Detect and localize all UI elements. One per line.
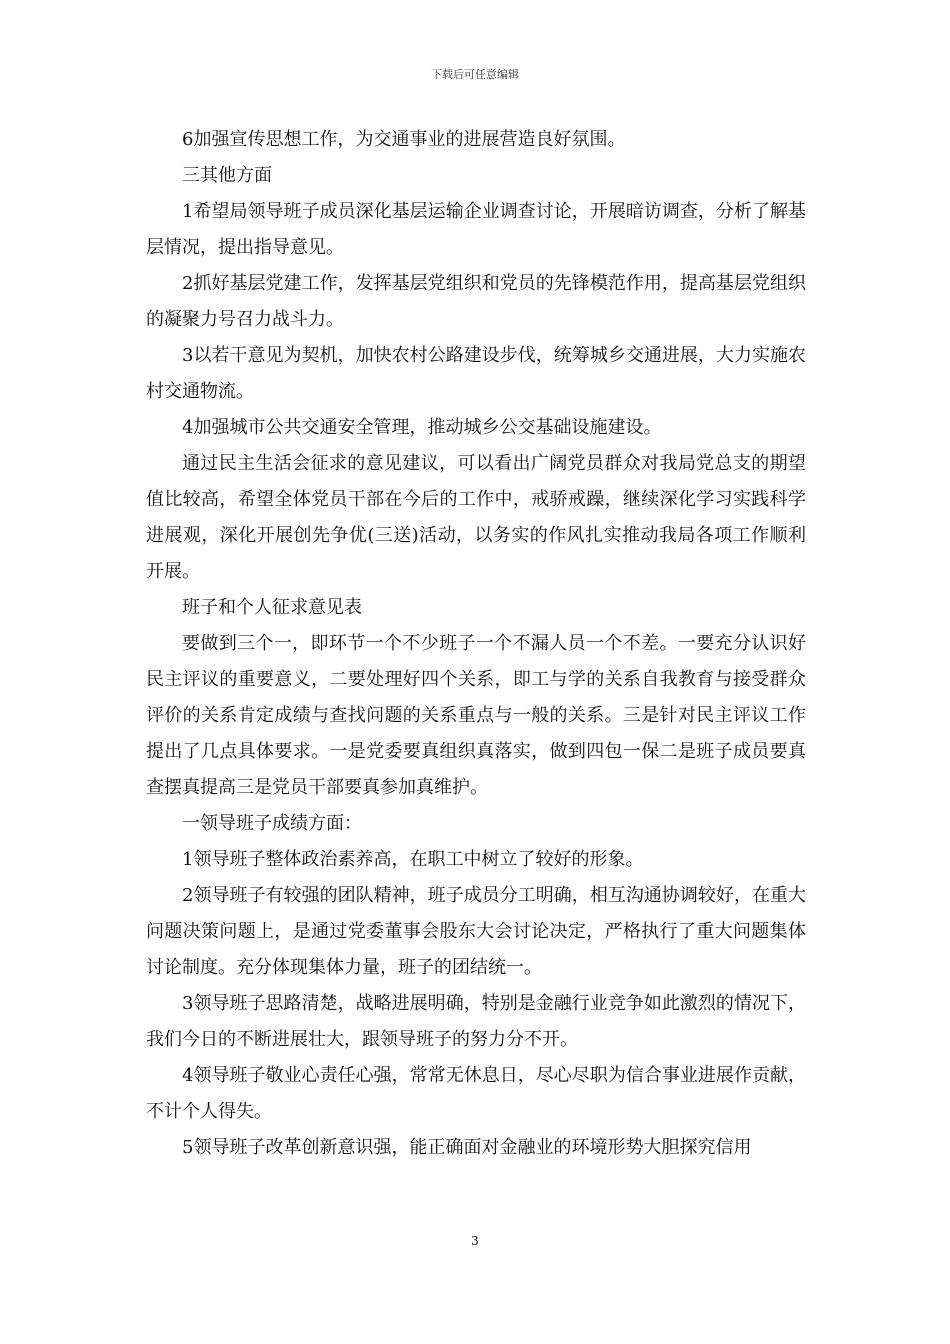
paragraph: 1领导班子整体政治素养高，在职工中树立了较好的形象。 — [182, 849, 644, 870]
section-heading: 一领导班子成绩方面： — [182, 813, 362, 834]
paragraph: 4领导班子敬业心责任心强，常常无休息日，尽心尽职为信合事业进展作贡献，不计个人得失。 — [146, 1065, 806, 1122]
section-heading: 三其他方面 — [182, 165, 272, 186]
page-number: 3 — [471, 1234, 479, 1248]
paragraph: 4加强城市公共交通安全管理，推动城乡公交基础设施建设。 — [182, 417, 662, 438]
paragraph: 通过民主生活会征求的意见建议，可以看出广阔党员群众对我局党总支的期望值比较高，希望全体党员干部在今后的工作中，戒骄戒躁，继续深化学习实践科学进展观，深化开展创先争优(三送)活动，以务实的作风扎实推动我局各项工作顺利开展。 — [146, 453, 806, 582]
paragraph: 1希望局领导班子成员深化基层运输企业调查讨论，开展暗访调查，分析了解基层情况，提出指导意见。 — [146, 201, 806, 258]
paragraph: 要做到三个一，即环节一个不少班子一个不漏人员一个不差。一要充分认识好民主评议的重要意义，二要处理好四个关系，即工与学的关系自我教育与接受群众评价的关系肯定成绩与查找问题的关系重点与一般的关系。三是针对民主评议工作提出了几点具体要求。一是党委要真组织真落实，做到四包一保二是班子成员要真查摆真提高三是党员干部要真参加真维护。 — [146, 633, 806, 798]
paragraph: 3以若干意见为契机，加快农村公路建设步伐，统筹城乡交通进展，大力实施农村交通物流。 — [146, 345, 806, 402]
paragraph: 6加强宣传思想工作，为交通事业的进展营造良好氛围。 — [182, 129, 626, 150]
page-header: 下载后可任意编辑 — [431, 68, 519, 81]
paragraph: 3领导班子思路清楚，战略进展明确，特别是金融行业竞争如此激烈的情况下，我们今日的不断进展壮大，跟领导班子的努力分不开。 — [146, 993, 806, 1050]
paragraph: 2抓好基层党建工作，发挥基层党组织和党员的先锋模范作用，提高基层党组织的凝聚力号召力战斗力。 — [146, 273, 806, 330]
paragraph: 2领导班子有较强的团队精神，班子成员分工明确，相互沟通协调较好，在重大问题决策问题上，是通过党委董事会股东大会讨论决定，严格执行了重大问题集体讨论制度。充分体现集体力量，班子的团结统一。 — [146, 885, 806, 978]
section-heading: 班子和个人征求意见表 — [182, 597, 362, 618]
paragraph: 5领导班子改革创新意识强，能正确面对金融业的环境形势大胆探究信用 — [182, 1137, 752, 1158]
document-body — [146, 122, 806, 1166]
